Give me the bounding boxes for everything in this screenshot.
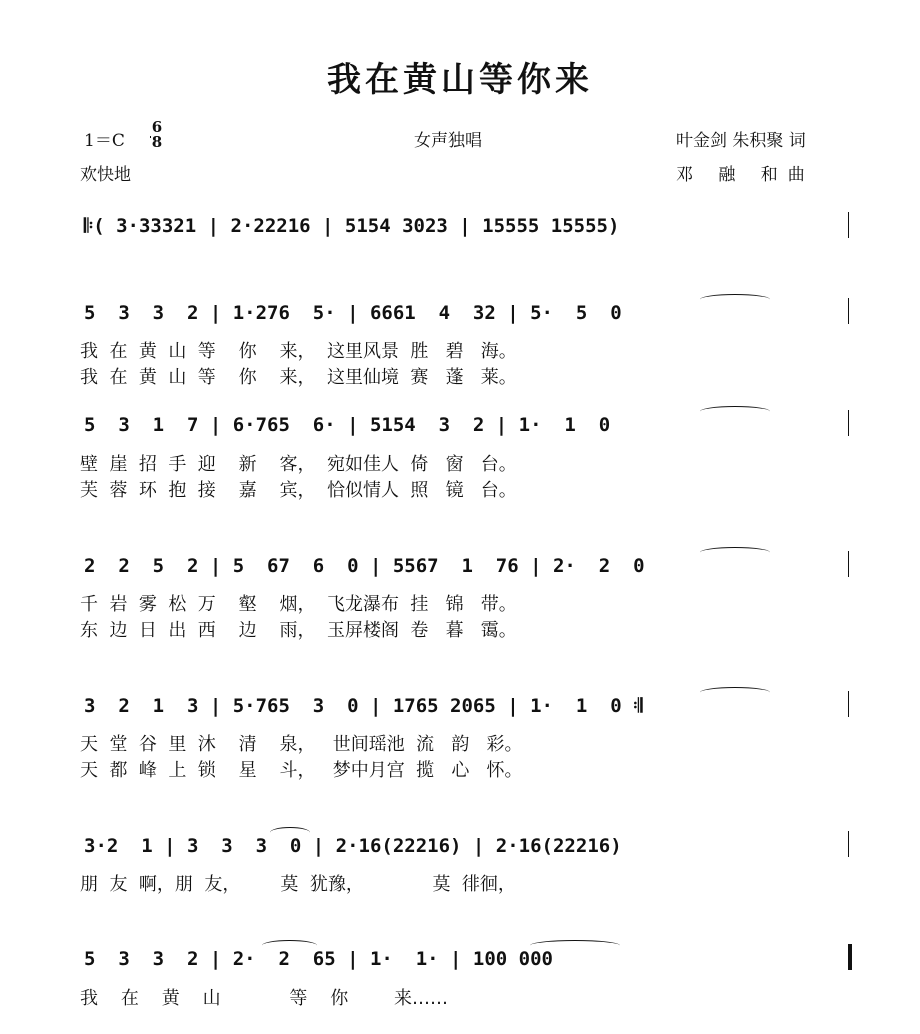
lyric-line-4b: 东 边 日 出 西 边 雨， 玉屏楼阁 卷 暮 霭。 [80,620,517,641]
lyric-line-7: 我 在 黄 山 等 你 来…… [80,988,448,1009]
notes-line-3: 5 3 1 7 | 6·765 6· | 5154 3 2 | 1· 1 0 [84,414,611,436]
notes-line-1: 𝄆( 3·33321 | 2·22216 | 5154 3023 | 15555 15555) [84,215,620,237]
lyric-line-2a: 我 在 黄 山 等 你 来， 这里风景 胜 碧 海。 [80,341,517,362]
lyric-line-5a: 天 堂 谷 里 沐 清 泉， 世间瑶池 流 韵 彩。 [80,734,523,755]
key-signature: 1＝C [84,131,125,151]
time-signature [150,120,164,150]
barline [848,691,849,717]
tie-mark [700,687,770,698]
tie-mark [700,547,770,558]
tempo-marking: 欢快地 [80,165,131,185]
composer-credit: 邓 融 和曲 [676,165,815,185]
performer: 女声独唱 [414,131,482,151]
song-title: 我在黄山等你来 [327,60,593,100]
barline [848,298,849,324]
barline [848,551,849,577]
lyricist-credit: 叶金剑 朱积聚 词 [676,131,806,151]
time-signature-bottom: 8 [151,133,163,151]
notes-line-4: 2 2 5 2 | 5 67 6 0 | 5567 1 76 | 2· 2 0 [84,555,645,577]
barline [848,410,849,436]
barline [848,212,849,238]
tie-mark [530,940,620,951]
tie-mark [700,406,770,417]
lyric-line-4a: 千 岩 雾 松 万 壑 烟， 飞龙瀑布 挂 锦 带。 [80,594,517,615]
tie-mark [700,294,770,305]
final-barline [848,944,852,970]
lyric-line-6: 朋 友 啊，朋 友， 莫 犹豫， 莫 徘徊， [80,874,516,895]
notes-line-6: 3·2 1 | 3 3 3 0 | 2·16(22216) | 2·16(22216) [84,835,622,857]
lyric-line-3b: 芙 蓉 环 抱 接 嘉 宾， 恰似情人 照 镜 台。 [80,480,517,501]
lyric-line-5b: 天 都 峰 上 锁 星 斗， 梦中月宫 揽 心 怀。 [80,760,523,781]
time-signature-top: 6 [151,118,163,136]
barline [848,831,849,857]
tie-mark [262,940,317,951]
notes-line-2: 5 3 3 2 | 1·276 5· | 6661 4 32 | 5· 5 0 [84,302,622,324]
lyric-line-3a: 壁 崖 招 手 迎 新 客， 宛如佳人 倚 窗 台。 [80,454,517,475]
tie-mark [270,827,310,838]
notes-line-5: 3 2 1 3 | 5·765 3 0 | 1765 2065 | 1· 1 0 𝄇 [84,695,643,717]
notes-line-7: 5 3 3 2 | 2· 2 65 | 1· 1· | 100 000 [84,948,553,970]
lyric-line-2b: 我 在 黄 山 等 你 来， 这里仙境 赛 蓬 莱。 [80,367,517,388]
